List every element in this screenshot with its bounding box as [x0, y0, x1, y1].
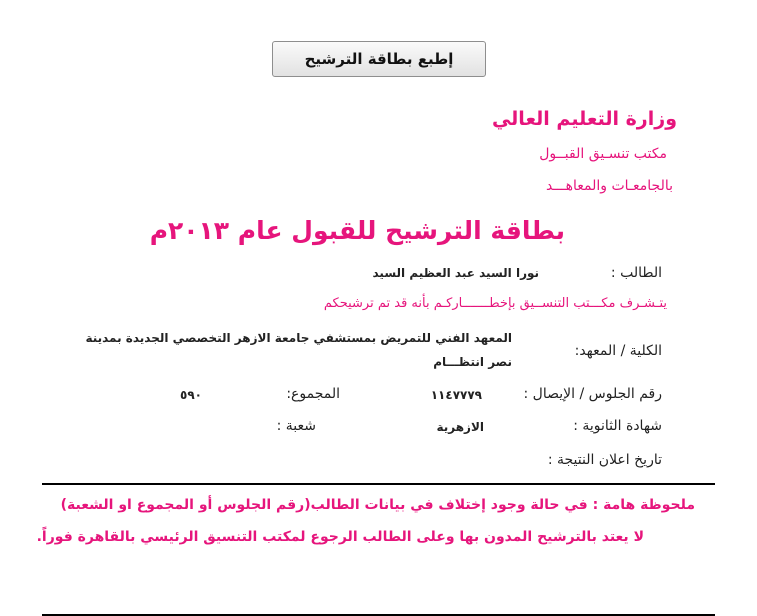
- college-label: الكلية / المعهد:: [574, 343, 662, 359]
- office-line-2: بالجامعـات والمعاهـــد: [545, 178, 673, 194]
- certificate-value: الازهرية: [436, 420, 484, 434]
- note-line-1: ملحوظة هامة : في حالة وجود إختلاف في بيانات الطالب(رقم الجلوس أو المجموع او الشعبة): [60, 497, 695, 513]
- branch-label: شعبة :: [276, 418, 316, 434]
- certificate-label: شهادة الثانوية :: [573, 418, 662, 434]
- student-label: الطالب :: [610, 265, 662, 281]
- print-card-button[interactable]: إطبع بطاقة الترشيح: [272, 41, 486, 77]
- seat-number-value: ١١٤٧٧٧٩: [430, 388, 482, 402]
- nomination-message: يتـشـرف مكـــتب التنســيق بإخطـــــــاركـم بأنه قد تم ترشيحكم: [323, 296, 667, 311]
- ministry-title: وزارة التعليم العالي: [491, 108, 677, 130]
- card-title: بطاقة الترشيح للقبول عام ٢٠١٣م: [149, 216, 565, 245]
- seat-number-label: رقم الجلوس / الإيصال :: [523, 386, 662, 402]
- divider-top: [42, 483, 715, 485]
- student-name: نورا السيد عبد العظيم السيد: [372, 266, 539, 280]
- result-date-label: تاريخ اعلان النتيجة :: [547, 452, 662, 468]
- note-line-2: لا يعتد بالترشيح المدون بها وعلى الطالب الرجوع لمكتب التنسيق الرئيسي بالقاهرة فوراً.: [36, 529, 644, 545]
- college-name: المعهد الفني للتمريض بمستشفي جامعة الازهر التخصصي الجديدة بمدينة نصر انتظـــام: [85, 331, 512, 369]
- office-line-1: مكتب تنسـيق القبــول: [539, 146, 667, 162]
- total-value: ٥٩٠: [180, 388, 202, 402]
- total-label: المجموع:: [286, 386, 340, 402]
